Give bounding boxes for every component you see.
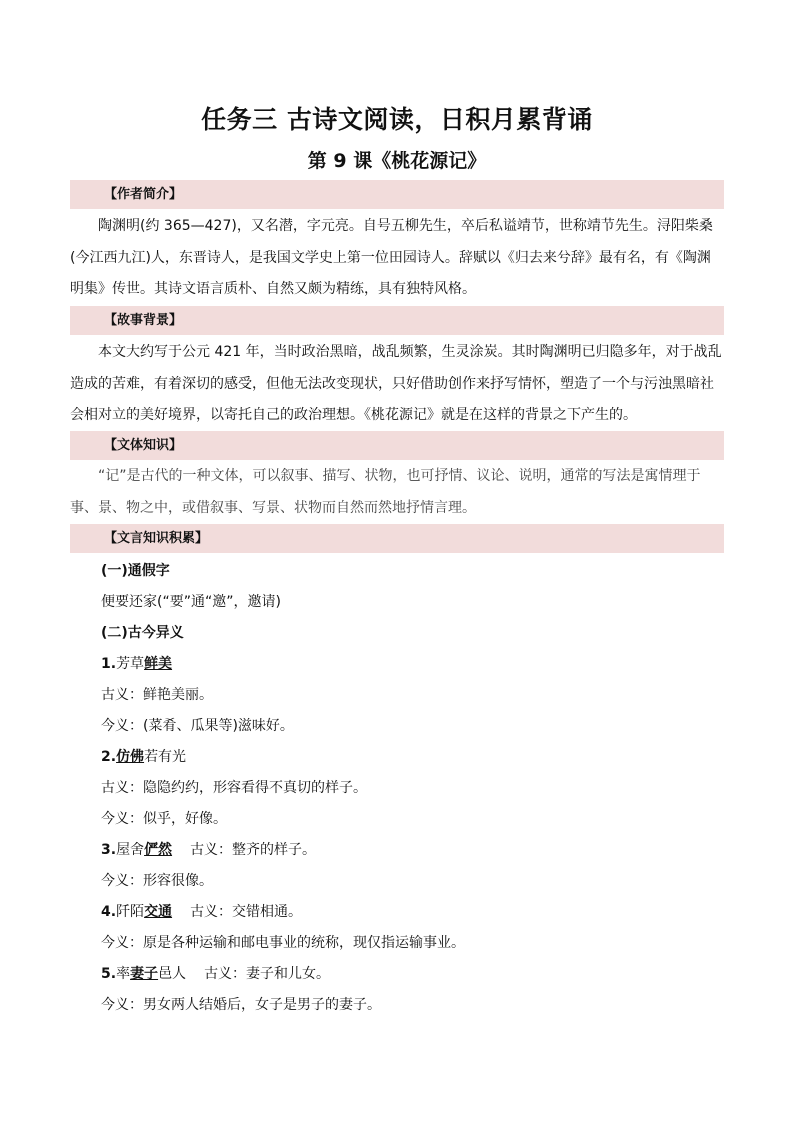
tongjia-item: 便要还家(“要”通“邀”，邀请) (101, 594, 281, 610)
item-number: 5. (101, 966, 117, 982)
page-title: 任务三 古诗文阅读，日积月累背诵 (201, 105, 593, 134)
background-text: 本文大约写于公元 421 年，当时政治黑暗，战乱频繁，生灵涂炭。其时陶渊明已归隐多年，对于战乱造成的苦难，有着深切的感受，但他无法改变现状，只好借助创作来抒写情怀，塑造了一个与污浊黑暗社会相对立的美好境界，以寄托自己的政治理想。《桃花源记》就是在这样的背景之下产生的。 (70, 344, 722, 423)
genre-heading: 【文体知识】 (70, 431, 724, 460)
background-heading: 【故事背景】 (70, 306, 724, 335)
item-number: 1. (101, 656, 117, 672)
gujin-item-1 (101, 649, 721, 680)
author-paragraph (70, 211, 724, 306)
gujin-item-2 (101, 742, 721, 773)
item-pre: 率 (116, 966, 131, 982)
gujin-item-5-jin: 今义：男女两人结婚后，女子是男子的妻子。 (101, 997, 381, 1013)
item-inline-gu: 古义：整齐的样子。 (190, 842, 317, 858)
item-keyword: 俨然 (144, 842, 173, 858)
item-keyword: 妻子 (130, 966, 159, 982)
knowledge-heading: 【文言知识积累】 (70, 524, 724, 553)
gujin-item-1-gu: 古义：鲜艳美丽。 (101, 687, 213, 703)
item-post: 邑人 (158, 966, 187, 982)
author-text: 陶渊明(约 365—427)，又名潜，字元亮。自号五柳先生，卒后私谥靖节，世称靖节先生。浔阳柴桑(今江西九江)人，东晋诗人，是我国文学史上第一位田园诗人。辞赋以《归去来兮辞》最有名，有《陶渊明集》传世。其诗文语言质朴、自然又颇为精练，具有独特风格。 (70, 218, 713, 297)
gujin-item-3-jin: 今义：形容很像。 (101, 873, 213, 889)
genre-text: “记”是古代的一种文体，可以叙事、描写、状物，也可抒情、议论、说明，通常的写法是寓情理于事、景、物之中，或借叙事、写景、状物而自然而然地抒情言理。 (70, 468, 701, 516)
item-keyword: 交通 (144, 904, 173, 920)
author-heading: 【作者简介】 (70, 180, 724, 209)
gujin-item-3 (101, 835, 721, 866)
item-pre: 芳草 (116, 656, 145, 672)
item-inline-gu: 古义：交错相通。 (190, 904, 303, 920)
knowledge-list (101, 556, 721, 1021)
gujin-item-2-gu: 古义：隐隐约约，形容看得不真切的样子。 (101, 780, 367, 796)
background-paragraph (70, 337, 724, 432)
tongjia-heading: (一)通假字 (101, 563, 170, 579)
item-keyword: 仿佛 (116, 749, 145, 765)
gujin-item-1-jin: 今义：(菜肴、瓜果等)滋味好。 (101, 718, 294, 734)
gujin-item-4 (101, 897, 721, 928)
gujin-item-4-jin: 今义：原是各种运输和邮电事业的统称，现仅指运输事业。 (101, 935, 465, 951)
gujin-item-5 (101, 959, 721, 990)
item-inline-gu: 古义：妻子和儿女。 (204, 966, 331, 982)
item-pre: 屋舍 (116, 842, 145, 858)
gujin-item-2-jin: 今义：似乎，好像。 (101, 811, 227, 827)
item-post: 若有光 (144, 749, 187, 765)
gujin-heading: (二)古今异义 (101, 625, 184, 641)
genre-paragraph (70, 461, 724, 524)
lesson-title: 第 9 课《桃花源记》 (307, 150, 487, 172)
item-keyword: 鲜美 (144, 656, 173, 672)
item-number: 3. (101, 842, 117, 858)
item-number: 2. (101, 749, 117, 765)
item-number: 4. (101, 904, 117, 920)
item-pre: 阡陌 (116, 904, 145, 920)
